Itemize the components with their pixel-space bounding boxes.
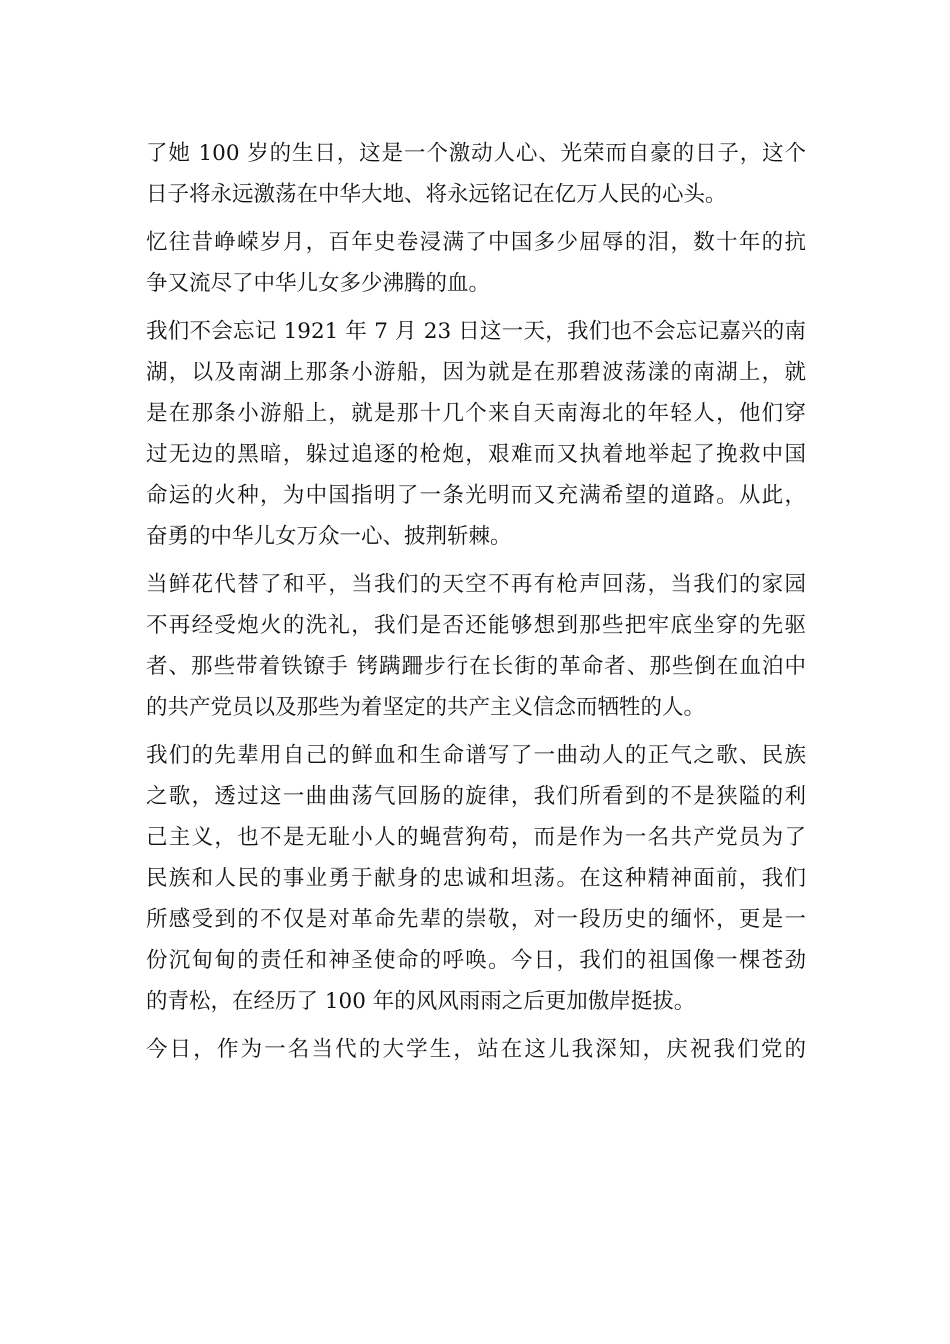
text-line: 己主义，也不是无耻小人的蝇营狗苟，而是作为一名共产党员为了 <box>146 825 806 850</box>
text-line: 的共产党员以及那些为着坚定的共产主义信念而牺牲的人。 <box>146 695 706 720</box>
text-line: 是在那条小游船上，就是那十几个来自天南海北的年轻人，他们穿 <box>146 401 806 426</box>
text-line: 所感受到的不仅是对革命先辈的崇敬，对一段历史的缅怀，更是一 <box>146 907 806 932</box>
text-line: 争又流尽了中华儿女多少沸腾的血。 <box>146 271 491 296</box>
text-line: 奋勇的中华儿女万众一心、披荆斩棘。 <box>146 524 512 549</box>
text-line: 份沉甸甸的责任和神圣使命的呼唤。今日，我们的祖国像一棵苍劲 <box>146 948 806 973</box>
text-line: 了她 100 岁的生日，这是一个激动人心、光荣而自豪的日子，这个 <box>146 141 806 166</box>
paragraph-5 <box>146 735 806 1022</box>
text-line: 民族和人民的事业勇于献身的忠诚和坦荡。在这种精神面前，我们 <box>146 866 806 891</box>
text-line: 命运的火种，为中国指明了一条光明而又充满希望的道路。从此， <box>146 483 806 508</box>
text-line: 当鲜花代替了和平，当我们的天空不再有枪声回荡，当我们的家园 <box>146 572 806 597</box>
text-line: 忆往昔峥嵘岁月，百年史卷浸满了中国多少屈辱的泪，数十年的抗 <box>146 230 806 255</box>
paragraph-6 <box>146 1029 806 1070</box>
paragraph-4 <box>146 564 806 728</box>
text-line: 过无边的黑暗，躲过追逐的枪炮，艰难而又执着地举起了挽救中国 <box>146 442 806 467</box>
text-line: 者、那些带着铁镣手 铐蹒跚步行在长街的革命者、那些倒在血泊中 <box>146 654 806 679</box>
text-line: 我们不会忘记 1921 年 7 月 23 日这一天，我们也不会忘记嘉兴的南 <box>146 319 806 344</box>
text-line: 不再经受炮火的洗礼，我们是否还能够想到那些把牢底坐穿的先驱 <box>146 613 806 638</box>
text-line: 日子将永远激荡在中华大地、将永远铭记在亿万人民的心头。 <box>146 182 727 207</box>
text-line: 之歌，透过这一曲曲荡气回肠的旋律，我们所看到的不是狭隘的利 <box>146 784 806 809</box>
paragraph-2 <box>146 222 806 304</box>
text-line: 今日，作为一名当代的大学生，站在这儿我深知，庆祝我们党的 <box>146 1037 806 1062</box>
paragraph-3 <box>146 311 806 557</box>
text-line: 我们的先辈用自己的鲜血和生命谱写了一曲动人的正气之歌、民族 <box>146 743 806 768</box>
paragraph-1 <box>146 133 806 215</box>
text-line: 的青松，在经历了 100 年的风风雨雨之后更加傲岸挺拔。 <box>146 989 696 1014</box>
document-body <box>146 133 806 1077</box>
text-line: 湖，以及南湖上那条小游船，因为就是在那碧波荡漾的南湖上，就 <box>146 360 806 385</box>
